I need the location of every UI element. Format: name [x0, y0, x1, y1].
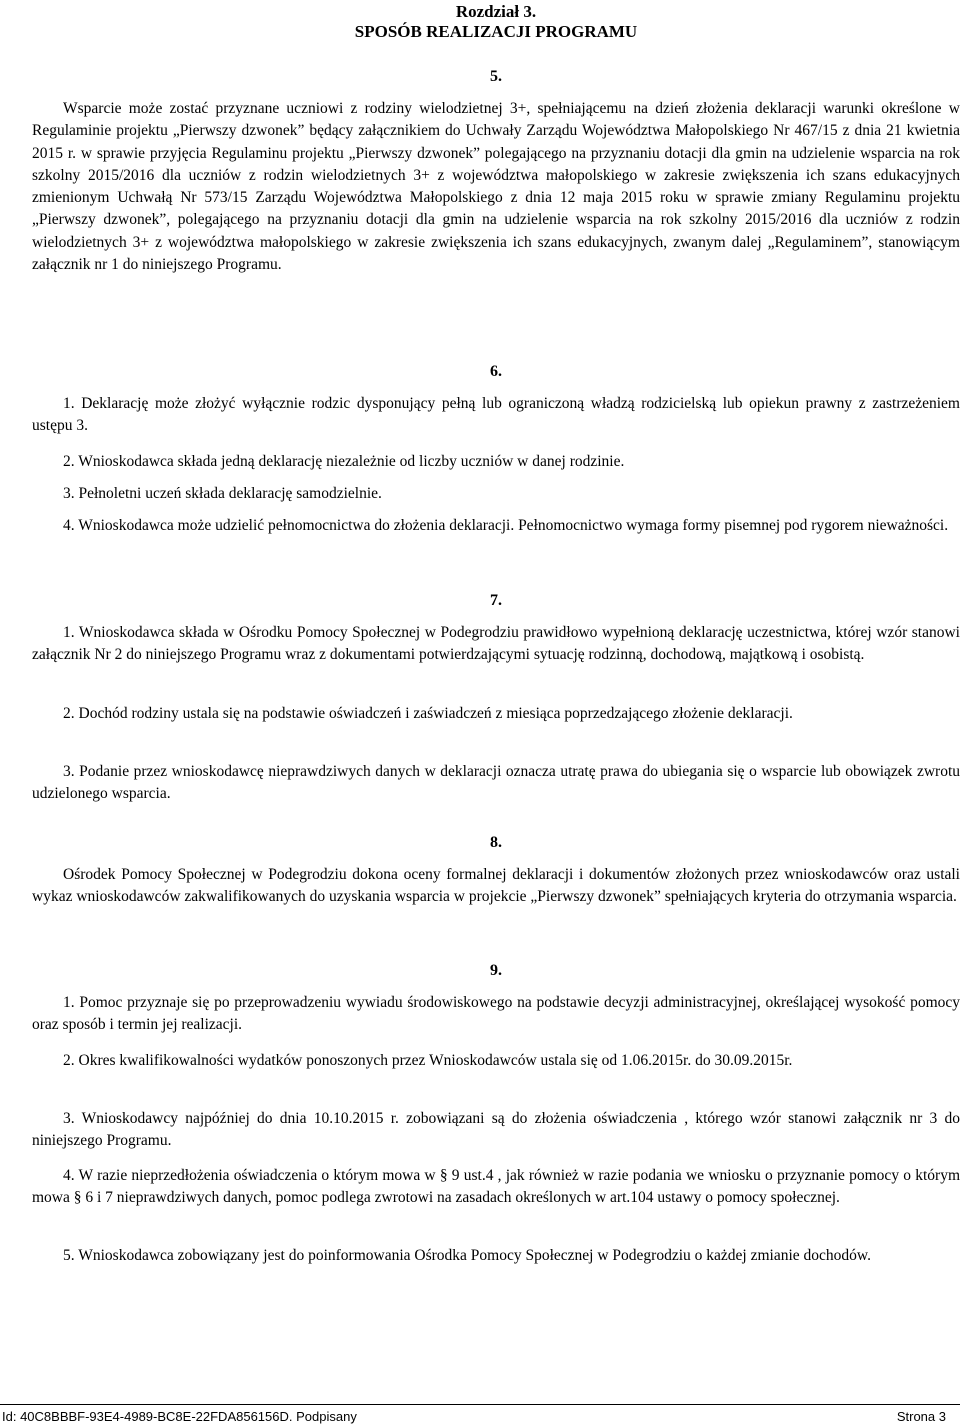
- section-6-item-2: 2. Wnioskodawca składa jedną deklarację niezależnie od liczby uczniów w danej rodzinie.: [63, 453, 625, 470]
- section-6-heading: 6.: [490, 363, 502, 380]
- section-8-heading: 8.: [490, 834, 502, 851]
- section-9-item-4: 4. W razie nieprzedłożenia oświadczenia o którym mowa w § 9 ust.4 , jak również w razie podania we wniosku o przyznanie pomocy o którym mowa § 6 i 7 nieprawdziwych danych, pomoc podlega zwrotowi na zasadach określonych w art.104 ustawy o pomocy społecznej.: [32, 1167, 960, 1207]
- section-6-item-1: 1. Deklarację może złożyć wyłącznie rodzic dysponujący pełną lub ograniczoną władzą rodzicielską lub opiekun prawny z zastrzeżeniem ustępu 3.: [32, 395, 960, 435]
- document-page: [32, 0, 960, 1428]
- section-7-item-3: 3. Podanie przez wnioskodawcę nieprawdziwych danych w deklaracji oznacza utratę prawa do ubiegania się o wsparcie lub obowiązek zwrotu udzielonego wsparcia.: [32, 763, 960, 803]
- document-id: Id: 40C8BBBF-93E4-4989-BC8E-22FDA856156D. Podpisany: [2, 1409, 357, 1424]
- page-footer: [0, 1408, 960, 1426]
- page-number: Strona 3: [896, 1409, 946, 1424]
- section-6-item-4: 4. Wnioskodawca może udzielić pełnomocnictwa do złożenia deklaracji. Pełnomocnictwo wymaga formy pisemnej pod rygorem nieważności.: [63, 517, 949, 534]
- footer-divider: [0, 1404, 960, 1405]
- section-9-item-1: 1. Pomoc przyznaje się po przeprowadzeniu wywiadu środowiskowego na podstawie decyzji administracyjnej, określającej wysokość pomocy oraz sposób i termin jej realizacji.: [32, 994, 960, 1034]
- chapter-title: Rozdział 3.: [455, 2, 537, 21]
- section-7-heading: 7.: [490, 592, 502, 609]
- chapter-subtitle: SPOSÓB REALIZACJI PROGRAMU: [354, 22, 638, 41]
- section-8-paragraph: Ośrodek Pomocy Społecznej w Podegrodziu dokona oceny formalnej deklaracji i dokumentów złożonych przez wnioskodawców oraz ustali wykaz wnioskodawców zakwalifikowanych do uzyskania wsparcia w projekcie „Pierwszy dzwonek” spełniających kryteria do otrzymania wsparcia.: [32, 866, 960, 906]
- section-9-item-2: 2. Okres kwalifikowalności wydatków ponoszonych przez Wnioskodawców ustala się od 1.06.2015r. do 30.09.2015r.: [63, 1052, 793, 1069]
- section-5-paragraph: Wsparcie może zostać przyznane uczniowi z rodziny wielodzietnej 3+, spełniającemu na dzień złożenia deklaracji warunki określone w Regulaminie projektu „Pierwszy dzwonek” będący załącznikiem do Uchwały Zarządu Województwa Małopolskiego Nr 467/15 z dnia 21 kwietnia 2015 r. w sprawie przyjęcia Regulaminu projektu „Pierwszy dzwonek” polegającego na przyznaniu dotacji dla gmin na udzielenie wsparcia na rok szkolny 2015/2016 dla uczniów z rodzin wielodzietnych 3+ z województwa małopolskiego w zakresie zwiększenia ich szans edukacyjnych zmienionym Uchwałą Nr 573/15 Zarządu Województwa Małopolskiego z dnia 12 maja 2015 roku w sprawie zmiany Regulaminu projektu „Pierwszy dzwonek”, polegającego na przyznaniu dotacji dla gmin na udzielenie wsparcia na rok szkolny 2015/2016 dla uczniów z rodzin wielodzietnych 3+ z województwa małopolskiego w zakresie zwiększenia ich szans edukacyjnych, zwanym dalej „Regulaminem”, stanowiącym załącznik nr 1 do niniejszego Programu.: [32, 100, 960, 274]
- section-5-heading: 5.: [490, 68, 502, 85]
- section-9-heading: 9.: [490, 962, 502, 979]
- section-9-item-5: 5. Wnioskodawca zobowiązany jest do poinformowania Ośrodka Pomocy Społecznej w Podegrodziu o każdej zmianie dochodów.: [63, 1247, 871, 1264]
- section-7-item-1: 1. Wnioskodawca składa w Ośrodku Pomocy Społecznej w Podegrodziu prawidłowo wypełnioną deklarację uczestnictwa, której wzór stanowi załącznik Nr 2 do niniejszego Programu wraz z dokumentami potwierdzającymi sytuację rodzinną, dochodową, majątkową i osobistą.: [32, 624, 960, 664]
- section-6-item-3: 3. Pełnoletni uczeń składa deklarację samodzielnie.: [63, 485, 382, 502]
- section-7-item-2: 2. Dochód rodziny ustala się na podstawie oświadczeń i zaświadczeń z miesiąca poprzedzającego złożenie deklaracji.: [63, 705, 793, 722]
- section-9-item-3: 3. Wnioskodawcy najpóźniej do dnia 10.10.2015 r. zobowiązani są do złożenia oświadczenia , którego wzór stanowi załącznik nr 3 do niniejszego Programu.: [32, 1110, 960, 1150]
